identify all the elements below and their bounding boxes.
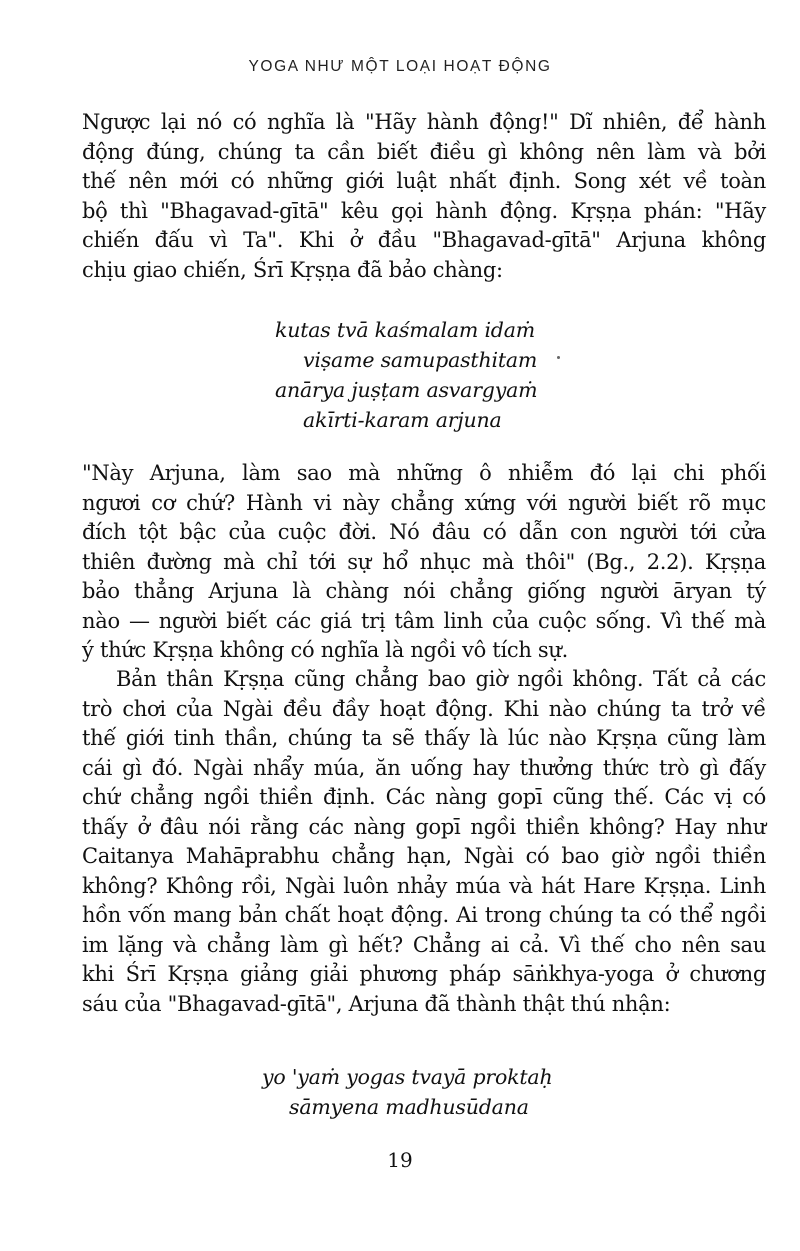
text-line: "Này Arjuna, làm sao mà những ô nhiễm đó lại chi phối	[82, 461, 766, 485]
text-line: nào — người biết các giá trị tâm linh của cuộc sống. Vì thế mà	[82, 608, 766, 633]
verse-line: kutas tvā kaśmalam idaṁ	[275, 318, 535, 342]
text-line: ý thức Kṛṣṇa không có nghĩa là ngồi vô tích sự.	[82, 638, 569, 662]
verse-line: sāmyena madhusūdana	[289, 1095, 529, 1119]
text-line: thấy ở đâu nói rằng các nàng gopī ngồi thiền không? Hay như	[82, 814, 766, 839]
text-line: Bản thân Kṛṣṇa cũng chẳng bao giờ ngồi không. Tất cả các	[116, 667, 766, 691]
text-line: bảo thẳng Arjuna là chàng nói chẳng giống người āryan tý	[82, 579, 766, 603]
text-line: Caitanya Mahāprabhu chẳng hạn, Ngài có bao giờ ngồi thiền	[82, 844, 766, 868]
text-line: chứ chẳng ngồi thiền định. Các nàng gopī cũng thế. Các vị có	[82, 785, 766, 809]
text-line: sáu của "Bhagavad-gītā", Arjuna đã thành thật thú nhận:	[82, 991, 671, 1016]
paragraph-krishna-activity	[82, 665, 766, 1019]
print-speck	[557, 356, 560, 359]
text-line: im lặng và chẳng làm gì hết? Chẳng ai cả. Vì thế cho nên sau	[82, 932, 766, 957]
paragraph-translation	[82, 459, 766, 666]
text-line: thế nên mới có những giới luật nhất định. Song xét về toàn	[82, 169, 766, 193]
text-line: hồn vốn mang bản chất hoạt động. Ai trong chúng ta có thể ngồi	[82, 903, 766, 927]
verse-line: yo 'yaṁ yogas tvayā proktaḥ	[262, 1065, 553, 1089]
verse-line: viṣame samupasthitam	[303, 348, 538, 372]
text-line: đích tột bậc của cuộc đời. Nó đâu có dẫn con người tới cửa	[82, 520, 766, 544]
verse-line: anārya juṣṭam asvargyaṁ	[275, 378, 538, 402]
text-line: ngươi cơ chứ? Hành vi này chẳng xứng với người biết rõ mục	[82, 490, 766, 515]
text-line: bộ thì "Bhagavad-gītā" kêu gọi hành động. Kṛṣṇa phán: "Hãy	[82, 198, 766, 223]
verse-line: akīrti-karam arjuna	[303, 408, 502, 432]
text-line: khi Śrī Kṛṣṇa giảng giải phương pháp sāṅkhya-yoga ở chương	[82, 962, 766, 986]
text-line: trò chơi của Ngài đều đầy hoạt động. Khi nào chúng ta trở về	[82, 696, 766, 721]
text-line: động đúng, chúng ta cần biết điều gì không nên làm và bởi	[82, 139, 766, 164]
running-header: YOGA NHƯ MỘT LOẠI HOẠT ĐỘNG	[248, 58, 552, 75]
text-line: chiến đấu vì Ta". Khi ở đầu "Bhagavad-gītā" Arjuna không	[82, 228, 766, 252]
page-number: 19	[387, 1148, 413, 1172]
text-line: cái gì đó. Ngài nhẩy múa, ăn uống hay thưởng thức trò gì đấy	[82, 755, 766, 780]
text-line: không? Không rồi, Ngài luôn nhảy múa và hát Hare Kṛṣṇa. Linh	[82, 873, 766, 898]
text-line: Ngược lại nó có nghĩa là "Hãy hành động!" Dĩ nhiên, để hành	[82, 110, 766, 134]
paragraph-intro	[82, 108, 766, 285]
text-line: chịu giao chiến, Śrī Kṛṣṇa đã bảo chàng:	[82, 257, 503, 282]
text-line: thiên đường mà chỉ tới sự hổ nhục mà thôi" (Bg., 2.2). Kṛṣṇa	[82, 549, 766, 574]
text-line: thế giới tinh thần, chúng ta sẽ thấy là lúc nào Kṛṣṇa cũng làm	[82, 726, 766, 750]
